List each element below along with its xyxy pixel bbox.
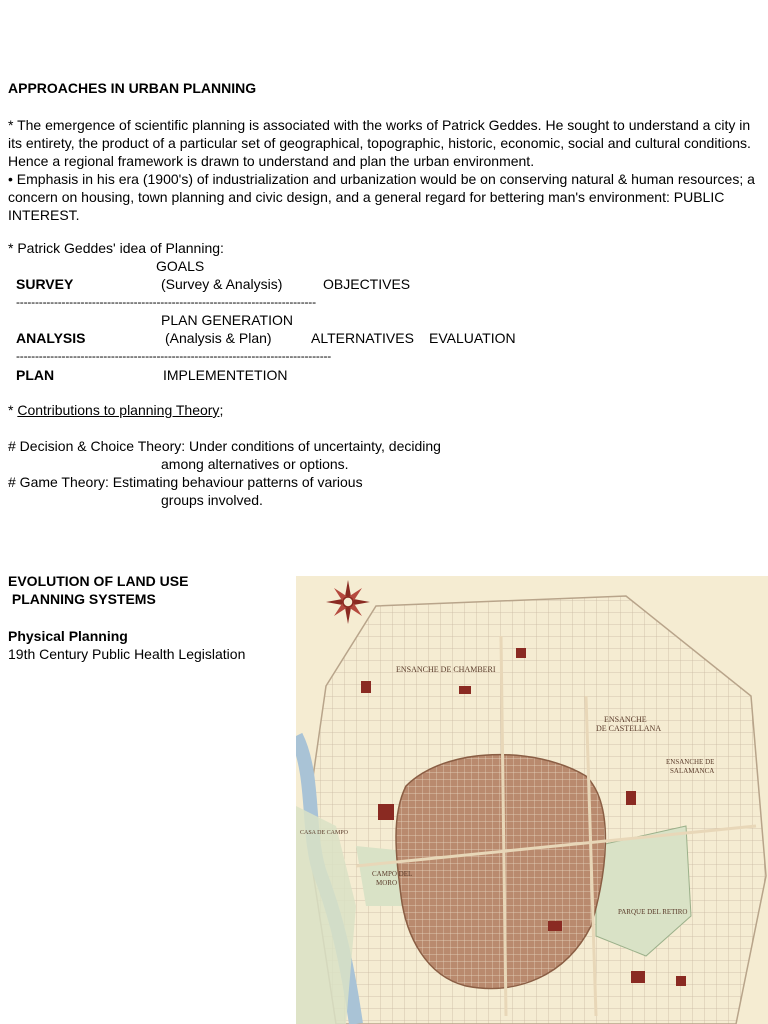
- label-chamberi: ENSANCHE DE CHAMBERI: [396, 665, 496, 674]
- section-heading: APPROACHES IN URBAN PLANNING: [8, 80, 257, 96]
- label-campo-del-moro-1: CAMPO DEL: [372, 870, 413, 878]
- survey-label: SURVEY: [16, 276, 74, 292]
- geddes-intro: * Patrick Geddes' idea of Planning:: [8, 240, 224, 256]
- analysis-sublabel: (Analysis & Plan): [165, 330, 272, 346]
- madrid-map: [296, 576, 768, 1024]
- divider-2: -----------------------------------------------------------------------------------: [16, 349, 332, 363]
- landmark-block: [626, 791, 636, 805]
- landmark-block: [378, 804, 394, 820]
- landmark-block: [548, 921, 562, 931]
- contributions-heading: [8, 402, 223, 419]
- alternatives-label: ALTERNATIVES: [311, 330, 414, 346]
- paragraph-geddes: * The emergence of scientific planning is associated with the works of Patrick Geddes. He sought to understand a city in its entirety, the product of a particular set of geographical, topographic, historic, economic, social and cultural conditions. Hence a regional framework is drawn to understand and plan the urban environment.: [8, 117, 751, 169]
- implementation-label: IMPLEMENTETION: [163, 367, 288, 383]
- goals-label: GOALS: [156, 258, 205, 274]
- decision-theory-line2: among alternatives or options.: [161, 456, 349, 472]
- label-castellana-2: DE CASTELLANA: [596, 724, 662, 733]
- contributions-suffix: ;: [219, 402, 224, 418]
- intro-paragraphs: [8, 116, 764, 224]
- game-theory-line1: # Game Theory: Estimating behaviour patterns of various: [8, 474, 363, 490]
- contributions-title: Contributions to planning Theory: [17, 402, 220, 418]
- evolution-heading-line2: PLANNING SYSTEMS: [8, 591, 156, 607]
- objectives-label: OBJECTIVES: [323, 276, 411, 292]
- paragraph-emphasis: • Emphasis in his era (1900's) of industrialization and urbanization would be on conserving natural & human resources; a concern on housing, town planning and civic design, and a general regard for bettering man's environment: PUBLIC INTEREST.: [8, 171, 755, 223]
- label-casa-de-campo: CASA DE CAMPO: [300, 830, 349, 836]
- survey-sublabel: (Survey & Analysis): [161, 276, 283, 292]
- evaluation-label: EVALUATION: [429, 330, 516, 346]
- landmark-block: [459, 686, 471, 694]
- label-retiro: PARQUE DEL RETIRO: [618, 908, 688, 916]
- public-health-text: 19th Century Public Health Legislation: [8, 646, 246, 662]
- physical-planning-subheading: Physical Planning: [8, 628, 128, 644]
- label-salamanca-2: SALAMANCA: [670, 767, 715, 775]
- landmark-block: [361, 681, 371, 693]
- landmark-block: [516, 648, 526, 658]
- evolution-heading-line1: EVOLUTION OF LAND USE: [8, 573, 189, 589]
- game-theory-line2: groups involved.: [161, 492, 263, 508]
- divider-1: -------------------------------------------------------------------------------: [16, 295, 316, 309]
- landmark-block: [631, 971, 645, 983]
- plan-label: PLAN: [16, 367, 55, 383]
- plan-generation-label: PLAN GENERATION: [161, 312, 293, 328]
- label-castellana-1: ENSANCHE: [604, 715, 647, 724]
- analysis-label: ANALYSIS: [16, 330, 86, 346]
- decision-theory-line1: # Decision & Choice Theory: Under conditions of uncertainty, deciding: [8, 438, 441, 454]
- landmark-block: [676, 976, 686, 986]
- contributions-prefix: *: [8, 402, 18, 418]
- label-campo-del-moro-2: MORO: [376, 879, 398, 887]
- label-salamanca-1: ENSANCHE DE: [666, 758, 715, 766]
